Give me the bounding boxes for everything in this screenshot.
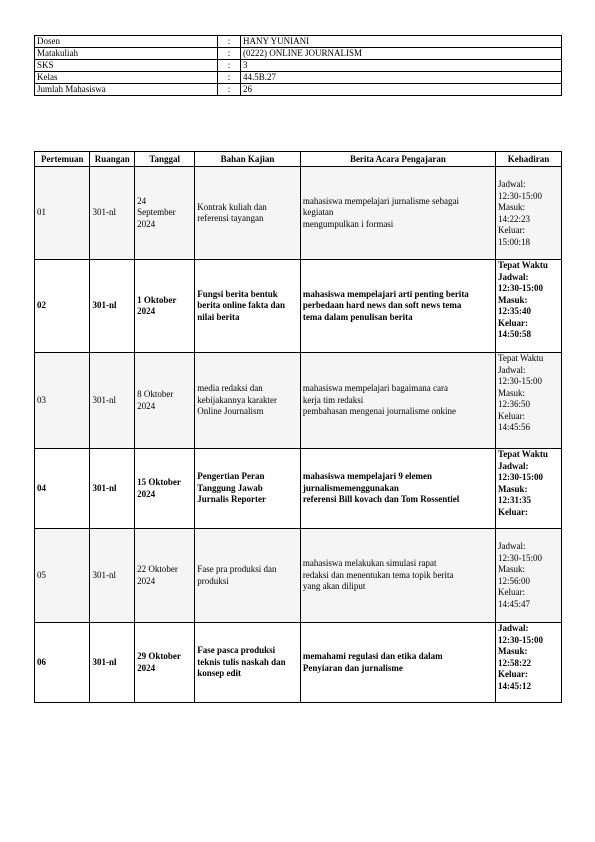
table-row xyxy=(35,260,562,353)
header-berita-acara: Berita Acara Pengajaran xyxy=(300,152,495,167)
topic: Fase pra produksi dan produksi xyxy=(195,529,301,623)
header-pertemuan: Pertemuan xyxy=(35,152,90,167)
topic: Fase pasca produksi teknis tulis naskah dan konsep edit xyxy=(195,623,301,703)
room: 301-nl xyxy=(90,353,135,449)
date: 29 Oktober 2024 xyxy=(135,623,195,703)
meeting-number: 02 xyxy=(35,260,90,353)
info-label: Dosen xyxy=(35,36,218,48)
info-value: (0222) ONLINE JOURNALISM xyxy=(241,48,562,60)
meeting-number: 06 xyxy=(35,623,90,703)
info-value: 26 xyxy=(241,84,562,96)
info-separator: : xyxy=(218,84,241,96)
teaching-note: mahasiswa mempelajari 9 elemen jurnalismemenggunakan referensi Bill kovach dan Tom Rossentiel xyxy=(300,449,495,529)
schedule-table xyxy=(34,151,562,703)
topic: Pengertian Peran Tanggung Jawab Jurnalis Reporter xyxy=(195,449,301,529)
attendance: Jadwal: 12:30-15:00 Masuk: 14:22:23 Keluar: 15:00:18 xyxy=(496,167,562,260)
info-value: 44.5B.27 xyxy=(241,72,562,84)
info-row-sks xyxy=(35,60,562,72)
info-separator: : xyxy=(218,48,241,60)
teaching-note: mahasiswa mempelajari bagaimana cara kerja tim redaksi pembahasan mengenai journalisme onkine xyxy=(300,353,495,449)
table-row xyxy=(35,623,562,703)
teaching-note: memahami regulasi dan etika dalam Penyiaran dan jurnalisme xyxy=(300,623,495,703)
teaching-note: mahasiswa melakukan simulasi rapat redaksi dan menentukan tema topik berita yang akan diliput xyxy=(300,529,495,623)
header-kehadiran: Kehadiran xyxy=(496,152,562,167)
table-row xyxy=(35,529,562,623)
info-label: SKS xyxy=(35,60,218,72)
header-tanggal: Tanggal xyxy=(135,152,195,167)
date: 8 Oktober 2024 xyxy=(135,353,195,449)
room: 301-nl xyxy=(90,260,135,353)
table-row xyxy=(35,449,562,529)
info-row-jumlah xyxy=(35,84,562,96)
teaching-note: mahasiswa mempelajari arti penting berita perbedaan hard news dan soft news tema tema dalam penulisan berita xyxy=(300,260,495,353)
info-value: 3 xyxy=(241,60,562,72)
topic: Kontrak kuliah dan referensi tayangan xyxy=(195,167,301,260)
info-row-dosen xyxy=(35,36,562,48)
attendance: Tepat Waktu Jadwal: 12:30-15:00 Masuk: 12:35:40 Keluar: 14:50:58 xyxy=(496,260,562,353)
header-bahan-kajian: Bahan Kajian xyxy=(195,152,301,167)
schedule-header-row xyxy=(35,152,562,167)
meeting-number: 01 xyxy=(35,167,90,260)
room: 301-nl xyxy=(90,167,135,260)
meeting-number: 05 xyxy=(35,529,90,623)
topic: Fungsi berita bentuk berita online fakta dan nilai berita xyxy=(195,260,301,353)
table-row xyxy=(35,167,562,260)
date: 24 September 2024 xyxy=(135,167,195,260)
info-label: Kelas xyxy=(35,72,218,84)
attendance: Jadwal: 12:30-15:00 Masuk: 12:56:00 Keluar: 14:45:47 xyxy=(496,529,562,623)
meeting-number: 03 xyxy=(35,353,90,449)
info-row-matakuliah xyxy=(35,48,562,60)
date: 22 Oktober 2024 xyxy=(135,529,195,623)
attendance: Tepat Waktu Jadwal: 12:30-15:00 Masuk: 12:36:50 Keluar: 14:45:56 xyxy=(496,353,562,449)
room: 301-nl xyxy=(90,529,135,623)
info-row-kelas xyxy=(35,72,562,84)
table-row xyxy=(35,353,562,449)
info-value: HANY YUNIANI xyxy=(241,36,562,48)
info-separator: : xyxy=(218,36,241,48)
meeting-number: 04 xyxy=(35,449,90,529)
date: 15 Oktober 2024 xyxy=(135,449,195,529)
date: 1 Oktober 2024 xyxy=(135,260,195,353)
topic: media redaksi dan kebijakannya karakter Online Journalism xyxy=(195,353,301,449)
room: 301-nl xyxy=(90,623,135,703)
info-label: Matakuliah xyxy=(35,48,218,60)
teaching-note: mahasiswa mempelajari jurnalisme sebagai kegiatan mengumpulkan i formasi xyxy=(300,167,495,260)
attendance: Jadwal: 12:30-15:00 Masuk: 12:58:22 Keluar: 14:45:12 xyxy=(496,623,562,703)
attendance: Tepat Waktu Jadwal: 12:30-15:00 Masuk: 12:31:35 Keluar: xyxy=(496,449,562,529)
header-ruangan: Ruangan xyxy=(90,152,135,167)
room: 301-nl xyxy=(90,449,135,529)
info-label: Jumlah Mahasiswa xyxy=(35,84,218,96)
info-separator: : xyxy=(218,72,241,84)
course-info-table xyxy=(34,35,562,96)
info-separator: : xyxy=(218,60,241,72)
